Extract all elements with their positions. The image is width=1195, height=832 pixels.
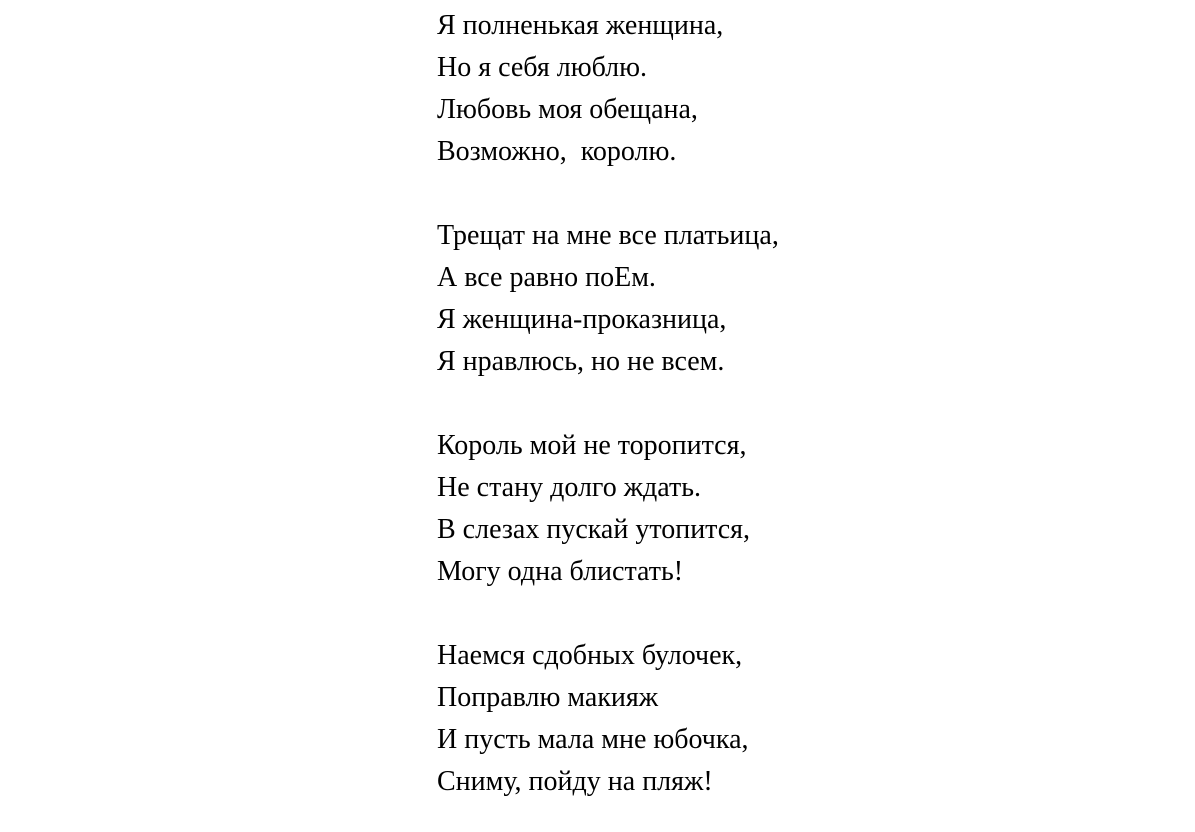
poem-line: В слезах пускай утопится, xyxy=(437,514,751,545)
poem-line: Поправлю макияж xyxy=(437,682,659,713)
poem-line: Король мой не торопится, xyxy=(437,430,747,461)
stanza-4 xyxy=(437,635,1137,803)
poem-line: Я нравлюсь, но не всем. xyxy=(437,346,725,377)
poem-line: Могу одна блистать! xyxy=(437,556,684,587)
poem-line: Возможно, королю. xyxy=(437,136,677,167)
poem-line: И пусть мала мне юбочка, xyxy=(437,724,749,755)
poem-line: Наемся сдобных булочек, xyxy=(437,640,743,671)
stanza-2 xyxy=(437,215,1137,383)
poem-text xyxy=(437,5,1137,803)
poem-line: Любовь моя обещана, xyxy=(437,94,698,125)
stanza-1 xyxy=(437,5,1137,173)
poem-line: Сниму, пойду на пляж! xyxy=(437,766,713,797)
poem-line: Не стану долго ждать. xyxy=(437,472,702,503)
poem-line: Трещат на мне все платьица, xyxy=(437,220,779,251)
stanza-3 xyxy=(437,425,1137,593)
poem-line: Но я себя люблю. xyxy=(437,52,648,83)
poem-line: Я женщина-проказница, xyxy=(437,304,727,335)
poem-line: Я полненькая женщина, xyxy=(437,10,724,41)
poem-line: А все равно поЕм. xyxy=(437,262,656,293)
